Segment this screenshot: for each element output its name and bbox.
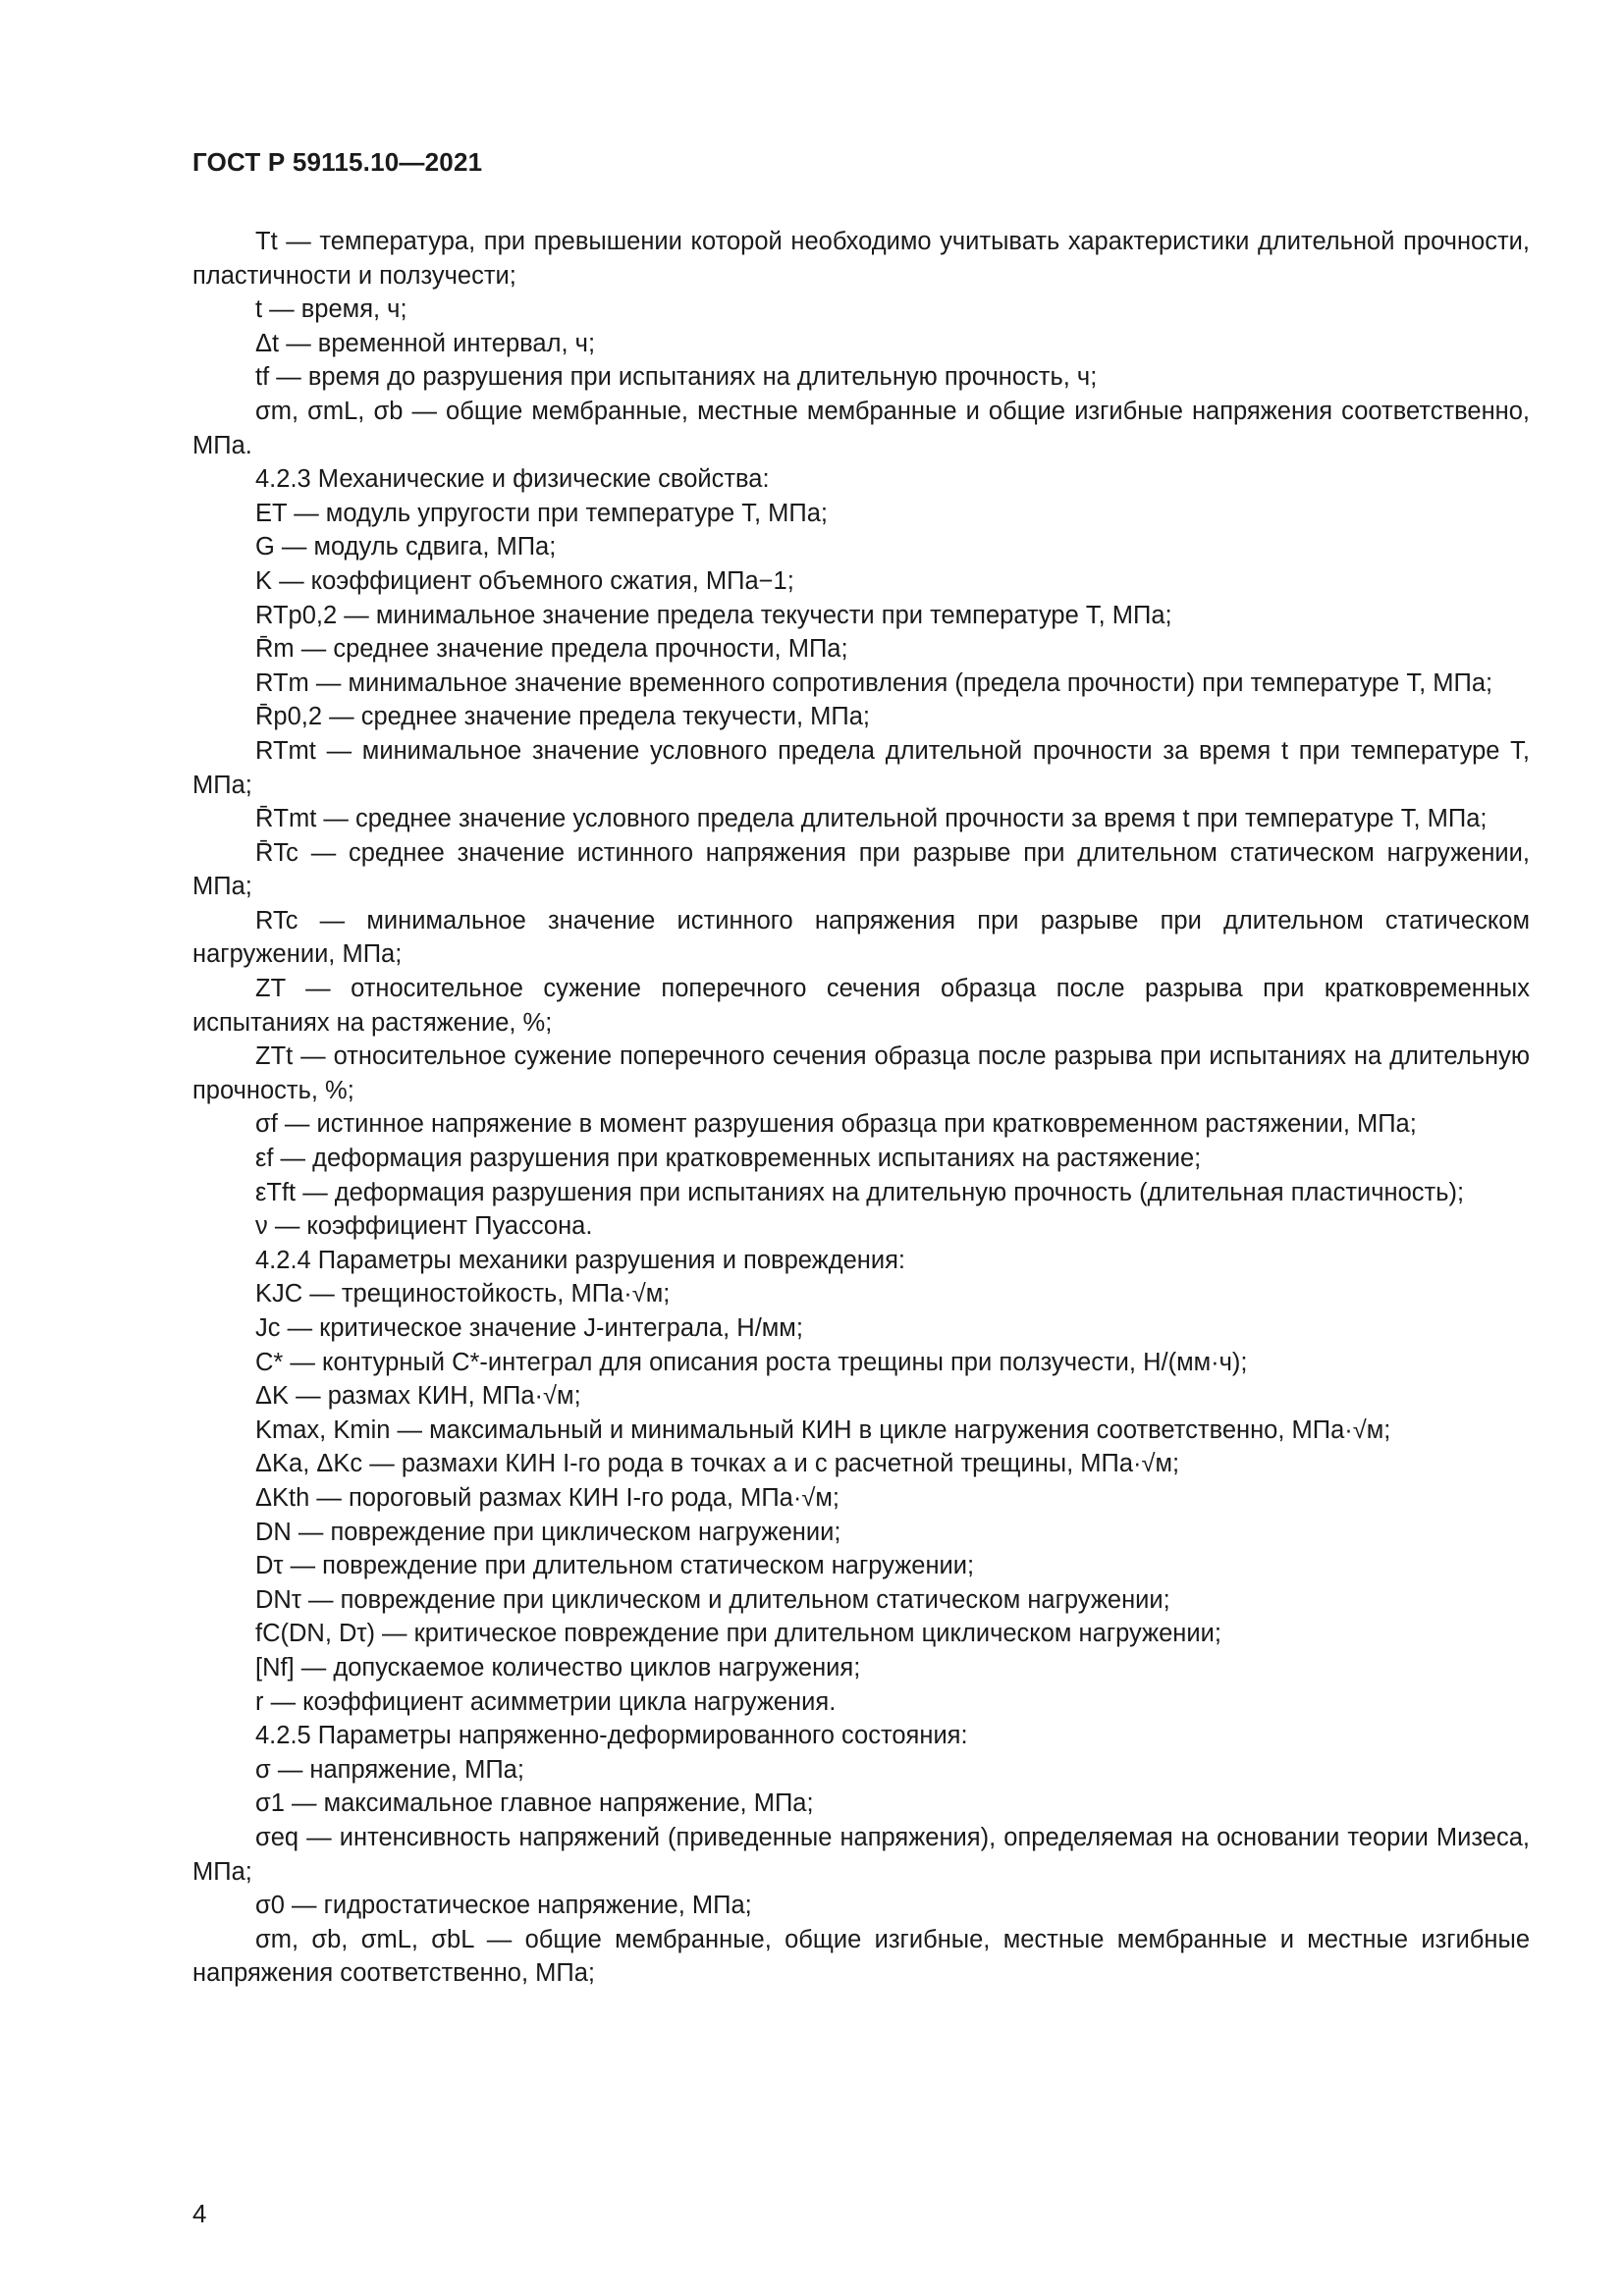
list-item: σ — напряжение, МПа;: [255, 1755, 524, 1784]
list-item: σ1 — максимальное главное напряжение, МПа;: [255, 1789, 814, 1818]
list-item: σm, σb, σmL, σbL — общие мембранные, общие изгибные, местные мембранные и местные изгибные напряжения соответственно, МПа;: [192, 1925, 1530, 1988]
list-item: DNτ — повреждение при циклическом и длительном статическом нагружении;: [255, 1585, 1170, 1614]
list-item: tf — время до разрушения при испытаниях на длительную прочность, ч;: [255, 363, 1098, 392]
list-item: [Nf] — допускаемое количество циклов нагружения;: [255, 1653, 861, 1682]
list-item: σf — истинное напряжение в момент разрушения образца при кратковременном растяжении, МПа;: [255, 1110, 1417, 1139]
list-item: σm, σmL, σb — общие мембранные, местные мембранные и общие изгибные напряжения соответственно, МПа.: [192, 397, 1530, 459]
list-item: fC(DN, Dτ) — критическое повреждение при длительном циклическом нагружении;: [255, 1620, 1221, 1648]
section-heading-4-2-3: 4.2.3 Механические и физические свойства:: [255, 465, 770, 494]
list-item: C* — контурный C*-интеграл для описания роста трещины при ползучести, Н/(мм·ч);: [255, 1348, 1248, 1376]
list-item: ΔKa, ΔKc — размахи КИН I-го рода в точках a и c расчетной трещины, МПа·√м;: [255, 1450, 1180, 1478]
section-heading-4-2-5: 4.2.5 Параметры напряженно-деформированного состояния:: [255, 1722, 968, 1750]
list-item: K — коэффициент объемного сжатия, МПа−1;: [255, 566, 794, 595]
symbols-list: [192, 225, 1530, 1991]
list-item: ΔKth — пороговый размах КИН I-го рода, МПа·√м;: [255, 1483, 839, 1512]
list-item: σ0 — гидростатическое напряжение, МПа;: [255, 1892, 752, 1920]
list-item: R̄Tmt — среднее значение условного предела длительной прочности за время t при температуре T, МПа;: [255, 805, 1488, 833]
list-item: G — модуль сдвига, МПа;: [255, 533, 557, 561]
list-item: εTft — деформация разрушения при испытаниях на длительную прочность (длительная пластичность);: [255, 1178, 1465, 1206]
section-heading-4-2-4: 4.2.4 Параметры механики разрушения и повреждения:: [255, 1246, 905, 1274]
list-item: r — коэффициент асимметрии цикла нагружения.: [255, 1687, 837, 1716]
list-item: σeq — интенсивность напряжений (приведенные напряжения), определяемая на основании теории Мизеса, МПа;: [192, 1823, 1530, 1886]
list-item: Δt — временной интервал, ч;: [255, 329, 596, 357]
list-item: ZT — относительное сужение поперечного сечения образца после разрыва при кратковременных испытаниях на растяжение, %;: [192, 975, 1530, 1037]
list-item: RTmt — минимальное значение условного предела длительной прочности за время t при температуре T, МПа;: [192, 736, 1530, 799]
page-number: 4: [192, 2199, 207, 2228]
list-item: Jc — критическое значение J-интеграла, Н/мм;: [255, 1314, 803, 1342]
list-item: Kmax, Kmin — максимальный и минимальный КИН в цикле нагружения соответственно, МПа·√м;: [255, 1415, 1391, 1444]
list-item: R̄Tc — среднее значение истинного напряжения при разрыве при длительном статическом нагружении, МПа;: [192, 838, 1530, 901]
list-item: t — время, ч;: [255, 295, 407, 324]
list-item: εf — деформация разрушения при кратковременных испытаниях на растяжение;: [255, 1145, 1202, 1173]
list-item: KJC — трещиностойкость, МПа·√м;: [255, 1280, 671, 1308]
list-item: RTp0,2 — минимальное значение предела текучести при температуре T, МПа;: [255, 601, 1172, 629]
list-item: R̄m — среднее значение предела прочности, МПа;: [255, 635, 848, 664]
list-item: R̄p0,2 — среднее значение предела текучести, МПа;: [255, 703, 871, 731]
list-item: RTc — минимальное значение истинного напряжения при разрыве при длительном статическом нагружении, МПа;: [192, 906, 1530, 969]
list-item: ZTt — относительное сужение поперечного сечения образца после разрыва при испытаниях на длительную прочность, %;: [192, 1042, 1530, 1104]
list-item: ΔK — размах КИН, МПа·√м;: [255, 1382, 581, 1411]
list-item: RTm — минимальное значение временного сопротивления (предела прочности) при температуре T, МПа;: [255, 668, 1493, 697]
list-item: ET — модуль упругости при температуре T, МПа;: [255, 499, 829, 527]
list-item: ν — коэффициент Пуассона.: [255, 1212, 593, 1241]
list-item: DN — повреждение при циклическом нагружении;: [255, 1518, 841, 1546]
list-item: Dτ — повреждение при длительном статическом нагружении;: [255, 1552, 975, 1580]
list-item: Tt — температура, при превышении которой необходимо учитывать характеристики длительной прочности, пластичности и ползучести;: [192, 228, 1530, 290]
document-code-header: ГОСТ Р 59115.10—2021: [192, 147, 483, 177]
